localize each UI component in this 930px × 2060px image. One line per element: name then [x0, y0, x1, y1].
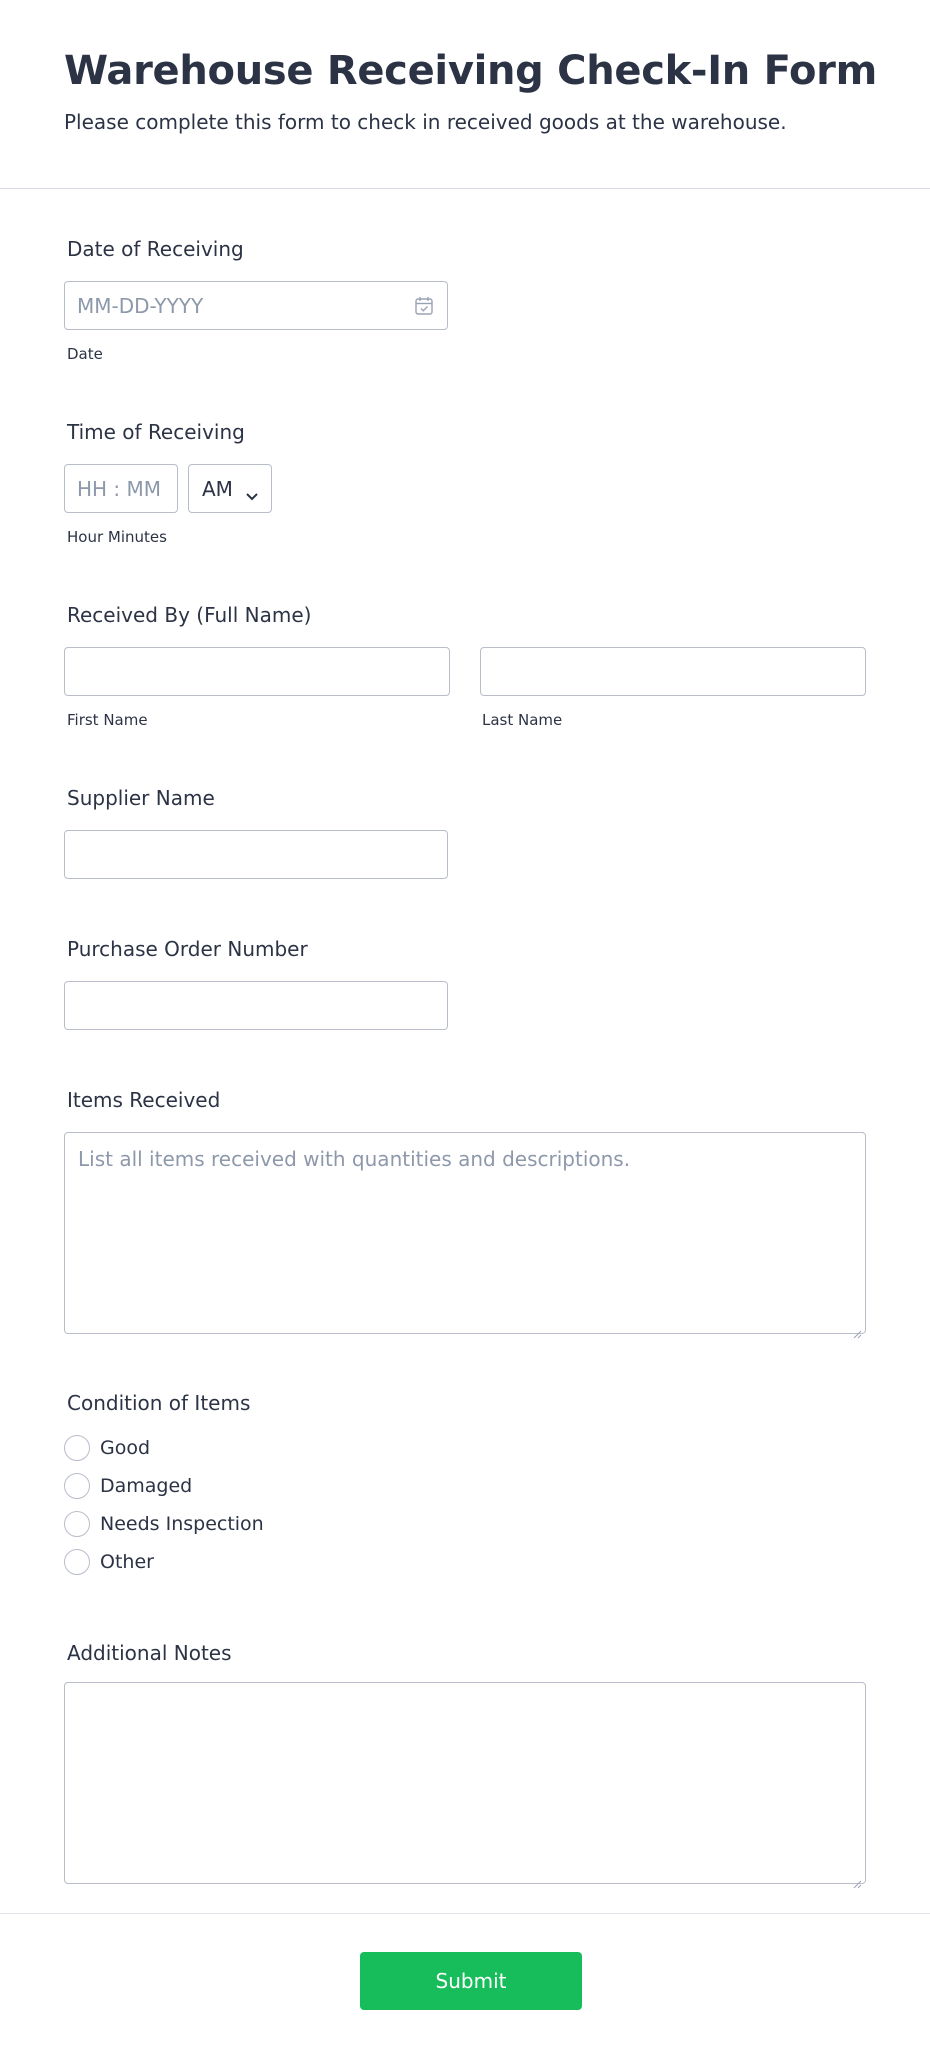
time-sublabel: Hour Minutes: [67, 528, 167, 546]
items-received-label: Items Received: [67, 1088, 221, 1112]
radio-button[interactable]: [64, 1473, 90, 1499]
ampm-select[interactable]: [188, 464, 272, 513]
ampm-value: AM: [202, 476, 233, 501]
radio-label: Damaged: [100, 1475, 193, 1497]
condition-option-good[interactable]: [64, 1435, 150, 1461]
radio-button[interactable]: [64, 1511, 90, 1537]
resize-grip-icon[interactable]: [852, 1320, 862, 1330]
form-subtitle: Please complete this form to check in received goods at the warehouse.: [64, 110, 787, 134]
date-label: Date of Receiving: [67, 237, 244, 261]
date-input[interactable]: [64, 281, 448, 330]
supplier-name-input[interactable]: [64, 830, 448, 879]
footer-divider: [0, 1913, 930, 1914]
radio-button[interactable]: [64, 1549, 90, 1575]
resize-grip-icon[interactable]: [852, 1870, 862, 1880]
chevron-down-icon: [245, 483, 259, 493]
radio-button[interactable]: [64, 1435, 90, 1461]
time-label: Time of Receiving: [67, 420, 245, 444]
first-name-input[interactable]: [64, 647, 450, 696]
received-by-label: Received By (Full Name): [67, 603, 312, 627]
radio-label: Other: [100, 1551, 154, 1573]
time-input[interactable]: [64, 464, 178, 513]
purchase-order-label: Purchase Order Number: [67, 937, 308, 961]
last-name-sublabel: Last Name: [482, 711, 563, 729]
radio-label: Good: [100, 1437, 151, 1459]
first-name-sublabel: First Name: [67, 711, 148, 729]
condition-option-other[interactable]: [64, 1549, 154, 1575]
condition-option-damaged[interactable]: [64, 1473, 192, 1499]
date-placeholder: MM-DD-YYYY: [77, 293, 204, 318]
last-name-input[interactable]: [480, 647, 866, 696]
condition-label: Condition of Items: [67, 1391, 251, 1415]
form-title: Warehouse Receiving Check-In Form: [64, 48, 877, 94]
supplier-name-label: Supplier Name: [67, 786, 215, 810]
purchase-order-input[interactable]: [64, 981, 448, 1030]
condition-option-needs-inspection[interactable]: [64, 1511, 264, 1537]
additional-notes-label: Additional Notes: [67, 1641, 232, 1665]
submit-button[interactable]: Submit: [360, 1952, 582, 2010]
radio-label: Needs Inspection: [100, 1513, 264, 1535]
additional-notes-textarea[interactable]: [64, 1682, 866, 1884]
items-received-textarea[interactable]: [64, 1132, 866, 1334]
date-sublabel: Date: [67, 345, 103, 363]
time-placeholder: HH : MM: [77, 476, 162, 501]
items-received-placeholder: List all items received with quantities and descriptions.: [78, 1147, 631, 1171]
form-header: [0, 0, 930, 189]
calendar-icon[interactable]: [415, 296, 433, 315]
